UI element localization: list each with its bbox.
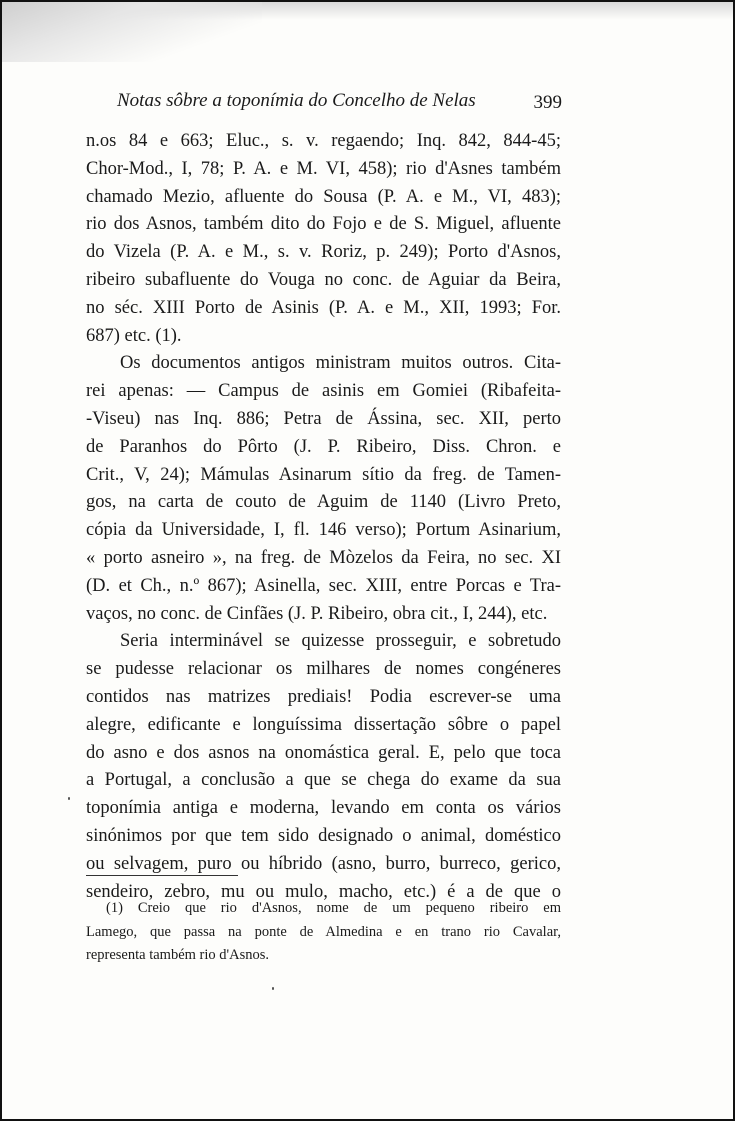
body-line: toponímia antiga e moderna, levando em conta os vários bbox=[86, 798, 561, 819]
body-line: do Vizela (P. A. e M., s. v. Roriz, p. 249); Porto d'Asnos, bbox=[86, 242, 561, 263]
body-line: Chor-Mod., I, 78; P. A. e M. VI, 458); rio d'Asnes também bbox=[86, 158, 561, 179]
body-line: chamado Mezio, afluente do Sousa (P. A. e M., VI, 483); bbox=[86, 186, 561, 207]
body-line: « porto asneiro », na freg. de Mòzelos da Feira, no sec. XI bbox=[86, 547, 561, 568]
scan-shadow-corner bbox=[2, 2, 262, 62]
body-line: vaços, no conc. de Cinfães (J. P. Ribeiro, obra cit., I, 244), etc. bbox=[86, 603, 548, 624]
body-line: ribeiro subafluente do Vouga no conc. de Aguiar da Beira, bbox=[86, 269, 561, 290]
body-text bbox=[86, 128, 561, 906]
body-line: do asno e dos asnos na onomástica geral. E, pelo que toca bbox=[86, 742, 561, 763]
body-line: (D. et Ch., n.º 867); Asinella, sec. XIII, entre Porcas e Tra- bbox=[86, 575, 561, 596]
body-line: ou selvagem, puro ou híbrido (asno, burro, burreco, gerico, bbox=[86, 853, 561, 874]
page-header bbox=[117, 90, 562, 116]
body-line: rei apenas: — Campus de asinis em Gomiei (Ribafeita- bbox=[86, 381, 561, 402]
footnotes bbox=[86, 897, 561, 968]
body-line: rio dos Asnos, também dito do Fojo e de S. Miguel, afluente bbox=[86, 214, 561, 235]
footnote-line: representa também rio d'Asnos. bbox=[86, 947, 270, 963]
scan-speck bbox=[272, 987, 274, 990]
body-line: 687) etc. (1). bbox=[86, 325, 182, 346]
body-line: de Paranhos do Pôrto (J. P. Ribeiro, Diss. Chron. e bbox=[86, 436, 561, 457]
footnote-divider bbox=[86, 875, 238, 876]
body-line: no séc. XIII Porto de Asinis (P. A. e M., XII, 1993; For. bbox=[86, 297, 561, 318]
body-line: sendeiro, zebro, mu ou mulo, macho, etc.) é a de que o bbox=[86, 881, 561, 902]
body-line: gos, na carta de couto de Aguim de 1140 (Livro Preto, bbox=[86, 492, 561, 513]
body-line: Seria interminável se quizesse prosseguir, e sobretudo bbox=[120, 631, 561, 652]
running-title: Notas sôbre a toponímia do Concelho de Nelas bbox=[117, 90, 476, 111]
footnote-line: (1) Creio que rio d'Asnos, nome de um pequeno ribeiro em bbox=[106, 900, 561, 916]
body-line: cópia da Universidade, I, fl. 146 verso); Portum Asinarium, bbox=[86, 520, 561, 541]
body-line: n.os 84 e 663; Eluc., s. v. regaendo; Inq. 842, 844-45; bbox=[86, 131, 561, 151]
body-line: alegre, edificante e longuíssima dissertação sôbre o papel bbox=[86, 714, 561, 735]
body-line: a Portugal, a conclusão a que se chega do exame da sua bbox=[86, 770, 561, 791]
body-line: Os documentos antigos ministram muitos outros. Cita- bbox=[120, 353, 561, 374]
body-line: sinónimos por que tem sido designado o animal, doméstico bbox=[86, 825, 561, 846]
footnote-line: Lamego, que passa na ponte de Almedina e en trano rio Cavalar, bbox=[86, 923, 561, 940]
body-line: -Viseu) nas Inq. 886; Petra de Ássina, sec. XII, perto bbox=[86, 408, 561, 429]
body-line: contidos nas matrizes prediais! Podia escrever-se uma bbox=[86, 686, 561, 707]
scan-speck bbox=[68, 797, 70, 800]
body-line: Crit., V, 24); Mámulas Asinarum sítio da freg. de Tamen- bbox=[86, 464, 561, 485]
page-number: 399 bbox=[533, 92, 562, 113]
body-line: se pudesse relacionar os milhares de nomes congéneres bbox=[86, 659, 561, 680]
